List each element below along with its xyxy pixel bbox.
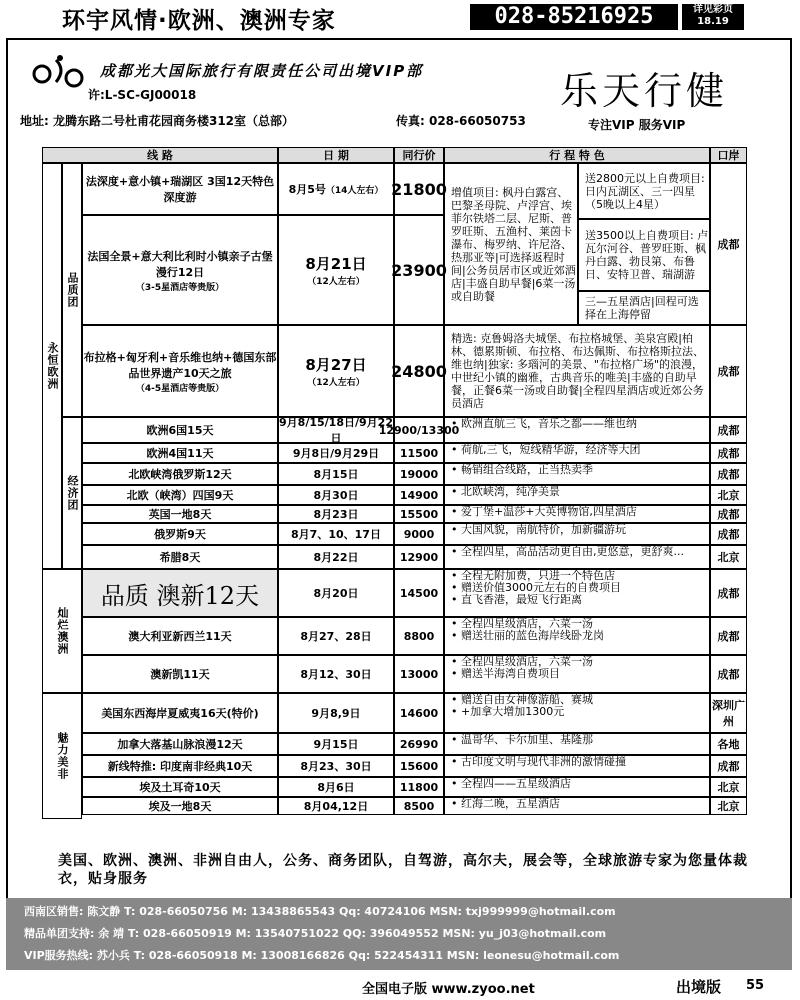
features-cell	[444, 655, 710, 693]
port-cell: 各地	[710, 733, 747, 755]
price-cell: 12900	[394, 545, 444, 569]
footer-slogan: 美国、欧洲、澳洲、非洲自由人，公务、商务团队，自驾游，高尔夫，展会等，全球旅游专家为您量体裁衣，贴身服务	[58, 853, 748, 887]
port-cell: 成都	[710, 617, 747, 655]
feature-line: • 赠送自由女神像游船、赛城	[451, 693, 593, 706]
price-cell: 26990	[394, 733, 444, 755]
port-cell: 成都	[710, 523, 747, 545]
category-europe: 永恒欧洲	[42, 163, 62, 569]
route-cell: 埃及土耳奇10天	[82, 777, 278, 797]
quality-features-right-bottom: 三—五星酒店|回程可选择在上海停留	[578, 291, 710, 325]
price-cell: 13000	[394, 655, 444, 693]
header-route: 线 路	[42, 147, 278, 163]
route-cell: 澳大利亚新西兰11天	[82, 617, 278, 655]
category-economy: 经济团	[62, 417, 82, 569]
feature-line: • 爱丁堡+温莎+大英博物馆,四星酒店	[451, 505, 637, 518]
top-banner	[0, 0, 800, 34]
route-cell: 法深度+意小镇+瑞湖区 3国12天特色深度游	[82, 163, 278, 215]
company-logo-icon	[30, 52, 90, 94]
features-cell	[444, 523, 710, 545]
slogan: 乐天行健	[560, 69, 729, 113]
date-cell: 8月6日	[278, 777, 394, 797]
category-america: 魅力美非	[42, 693, 82, 819]
port-cell: 成都	[710, 163, 747, 325]
license-number: 许:L-SC-GJ00018	[88, 88, 197, 102]
contact-row: 西南区销售: 陈文静 T: 028-66050756 M: 13438865543 Qq: 40724106 MSN: txj999999@hotmail.com	[24, 905, 616, 918]
feature-line: • +加拿大增加1300元	[451, 705, 565, 718]
port-cell: 北京	[710, 485, 747, 505]
features-cell	[444, 569, 710, 617]
price-cell: 9000	[394, 523, 444, 545]
feature-line: • 赠送价值3000元左右的自费项目	[451, 581, 621, 594]
price-cell: 15600	[394, 755, 444, 777]
port-cell: 成都	[710, 505, 747, 523]
port-cell: 成都	[710, 569, 747, 617]
header-port: 口岸	[710, 147, 747, 163]
date-cell	[278, 163, 394, 215]
port-cell: 成都	[710, 443, 747, 463]
port-cell: 深圳广州	[710, 693, 747, 733]
date-cell: 8月20日	[278, 569, 394, 617]
date-cell: 8月30日	[278, 485, 394, 505]
price-cell: 14900	[394, 485, 444, 505]
page-number: 55	[746, 978, 765, 993]
date-cell: 9月15日	[278, 733, 394, 755]
date-note: （12人左右）	[307, 378, 365, 388]
price-cell: 23900	[394, 215, 444, 325]
price-cell: 8500	[394, 797, 444, 815]
website: 全国电子版 www.zyoo.net	[362, 982, 535, 997]
contact-row: 精品单团支持: 余 靖 T: 028-66050919 M: 13540751022 QQ: 396049552 MSN: yu_j03@hotmail.com	[24, 927, 607, 940]
features-cell	[444, 755, 710, 777]
date-cell: 8月7、10、17日	[278, 523, 394, 545]
price-cell: 14500	[394, 569, 444, 617]
date-cell: 8月15日	[278, 463, 394, 485]
page-ref-line2: 18.19	[697, 16, 729, 27]
port-cell: 成都	[710, 463, 747, 485]
port-cell: 成都	[710, 417, 747, 443]
route-cell: 英国一地8天	[82, 505, 278, 523]
bottom-bar	[0, 976, 800, 1000]
page-reference	[682, 4, 744, 30]
date-cell: 8月22日	[278, 545, 394, 569]
route-cell: 欧洲4国11天	[82, 443, 278, 463]
route-cell: 美国东西海岸夏威夷16天(特价)	[82, 693, 278, 733]
route-value: 布拉格+匈牙利+音乐维也纳+德国东部品世界遗产10天之旅	[83, 350, 277, 380]
contacts-bar	[6, 898, 792, 970]
date-cell: 8月23日	[278, 505, 394, 523]
route-cell: 欧洲6国15天	[82, 417, 278, 443]
port-cell: 成都	[710, 655, 747, 693]
date-cell: 9月8日/9月29日	[278, 443, 394, 463]
port-cell: 北京	[710, 777, 747, 797]
feature-line: • 荷航,三飞，短线精华游，经济等大团	[451, 443, 641, 456]
price-cell: 24800	[394, 325, 444, 417]
quality-features-right-top: 送2800元以上自费项目: 日内瓦湖区、三一四星（5晚以上4星）	[578, 163, 710, 219]
header-date: 日 期	[278, 147, 394, 163]
tour-table	[42, 147, 747, 819]
price-cell: 8800	[394, 617, 444, 655]
price-cell: 11500	[394, 443, 444, 463]
date-cell: 9月8,9日	[278, 693, 394, 733]
feature-line: • 赠送壮丽的蓝色海岸线卧龙岗	[451, 629, 604, 642]
feature-line: • 大国风貌，南航特价，加新疆游玩	[451, 523, 626, 536]
route-cell: 品质 澳新12天	[82, 569, 278, 617]
route-note: （4-5星酒店等贵版）	[135, 383, 225, 394]
date-value: 8月21日	[305, 255, 367, 273]
price-cell: 15500	[394, 505, 444, 523]
category-aus: 灿烂澳洲	[42, 569, 82, 693]
date-cell: 8月12、30日	[278, 655, 394, 693]
features-cell	[444, 485, 710, 505]
features-cell	[444, 693, 710, 733]
header-price: 同行价	[394, 147, 444, 163]
price-cell: 14600	[394, 693, 444, 733]
price-cell: 19000	[394, 463, 444, 485]
route-cell: 新线特推: 印度南非经典10天	[82, 755, 278, 777]
feature-line: • 畅销组合线路，正当热卖季	[451, 463, 593, 476]
date-value: 8月27日	[305, 356, 367, 374]
feature-line: • 欧洲直航三飞，音乐之都——维也纳	[451, 417, 637, 430]
route-note: （3-5星酒店等贵版）	[135, 282, 225, 293]
hotline-phone: 028-85216925	[470, 4, 678, 30]
feature-line: • 赠送半海湾自费项目	[451, 667, 560, 680]
date-cell: 8月27、28日	[278, 617, 394, 655]
contact-row: VIP服务热线: 苏小兵 T: 028-66050918 M: 13008166826 Qq: 522454311 MSN: leonesu@hotmail.com	[24, 949, 620, 962]
feature-line: • 红海二晚，五星酒店	[451, 797, 560, 810]
route-cell: 加拿大落基山脉浪漫12天	[82, 733, 278, 755]
features-cell	[444, 443, 710, 463]
feature-line: • 全程四星，高品活动更自由,更悠意，更舒爽...	[451, 545, 684, 558]
address: 地址: 龙腾东路二号杜甫花园商务楼312室（总部）	[20, 114, 295, 128]
route-cell: 希腊8天	[82, 545, 278, 569]
edition-label: 出境版	[676, 978, 722, 996]
vip-tagline: 专注VIP 服务VIP	[588, 118, 686, 132]
route-cell: 澳新凯11天	[82, 655, 278, 693]
route-cell: 北欧峡湾俄罗斯12天	[82, 463, 278, 485]
feature-line: • 北欧峡湾，纯净美景	[451, 485, 560, 498]
feature-line: • 直飞香港，最短飞行距离	[451, 593, 582, 606]
features-cell	[444, 797, 710, 815]
company-name: 成都光大国际旅行有限责任公司出境VIP部	[100, 62, 424, 80]
features-cell	[444, 777, 710, 797]
quality-features-left: 增值项目: 枫丹白露宫、巴黎圣母院、卢浮宫、埃菲尔铁塔二层、尼斯、普罗旺斯、五渔村、莱茵卡瀑布、梅罗纳、许尼洛、热那亚等|可选择返程时间|公务员居市区或近郊酒店|丰盛自助早餐|6菜一汤或自助餐	[444, 163, 578, 325]
features-cell	[444, 417, 710, 443]
route-cell: 俄罗斯9天	[82, 523, 278, 545]
date-value: 8月5号	[288, 183, 326, 196]
feature-line: • 全程四——五星级酒店	[451, 777, 571, 790]
features-cell	[444, 617, 710, 655]
category-quality: 品质团	[62, 163, 82, 417]
fax: 传真: 028-66050753	[396, 114, 526, 128]
feature-line: • 全程四星级酒店，六菜一汤	[451, 655, 593, 668]
feature-line: • 全程无附加费，只进一个特色店	[451, 569, 615, 582]
route-cell	[82, 325, 278, 417]
port-cell: 成都	[710, 755, 747, 777]
route-cell: 埃及一地8天	[82, 797, 278, 815]
route-cell	[82, 215, 278, 325]
date-cell	[278, 325, 394, 417]
feature-line: • 全程四星级酒店，六菜一汤	[451, 617, 593, 630]
date-cell: 9月8/15/18日/9月22日	[279, 416, 393, 445]
date-note: （12人左右）	[307, 277, 365, 287]
brand-title: 环宇风情·欧洲、澳洲专家	[62, 8, 336, 34]
port-cell: 北京	[710, 797, 747, 815]
route-value: 法国全景+意大利比利时小镇亲子古堡漫行12日	[87, 249, 273, 279]
date-cell: 8月04,12日	[278, 797, 394, 815]
header-features: 行 程 特 色	[444, 147, 710, 163]
price-cell: 12900/13300	[394, 417, 444, 443]
features-cell	[444, 733, 710, 755]
features-cell	[444, 545, 710, 569]
date-cell: 8月23、30日	[278, 755, 394, 777]
date-cell	[278, 215, 394, 325]
features-cell: 精选: 克鲁姆洛夫城堡、布拉格城堡、美泉宫殿|柏林、德累斯顿、布拉格、布达佩斯、布拉格斯拉法、维也纳|独家: 多瑙河的美景、"布拉格广场"的浪漫，中世纪小镇的幽雅，古典音乐的唯美|丰盛的自助早餐，正餐6菜一汤或自助餐|全程四星酒店或近郊公务员酒店	[444, 325, 710, 417]
features-cell	[444, 505, 710, 523]
price-cell: 11800	[394, 777, 444, 797]
port-cell: 北京	[710, 545, 747, 569]
quality-features-right-mid: 送3500以上自费项目: 卢瓦尔河谷、普罗旺斯、枫丹白露、勃艮第、布鲁日、安特卫普、瑞湖游	[578, 219, 710, 291]
date-note: （14人左右）	[325, 185, 384, 196]
feature-line: • 古印度文明与现代非洲的激情碰撞	[451, 755, 626, 768]
price-cell: 21800	[394, 163, 444, 215]
route-cell: 北欧（峡湾）四国9天	[82, 485, 278, 505]
feature-line: • 温哥华、卡尔加里、基隆那	[451, 733, 593, 746]
port-cell: 成都	[710, 325, 747, 417]
features-cell	[444, 463, 710, 485]
page-ref-line1: 详见彩页	[693, 4, 733, 15]
